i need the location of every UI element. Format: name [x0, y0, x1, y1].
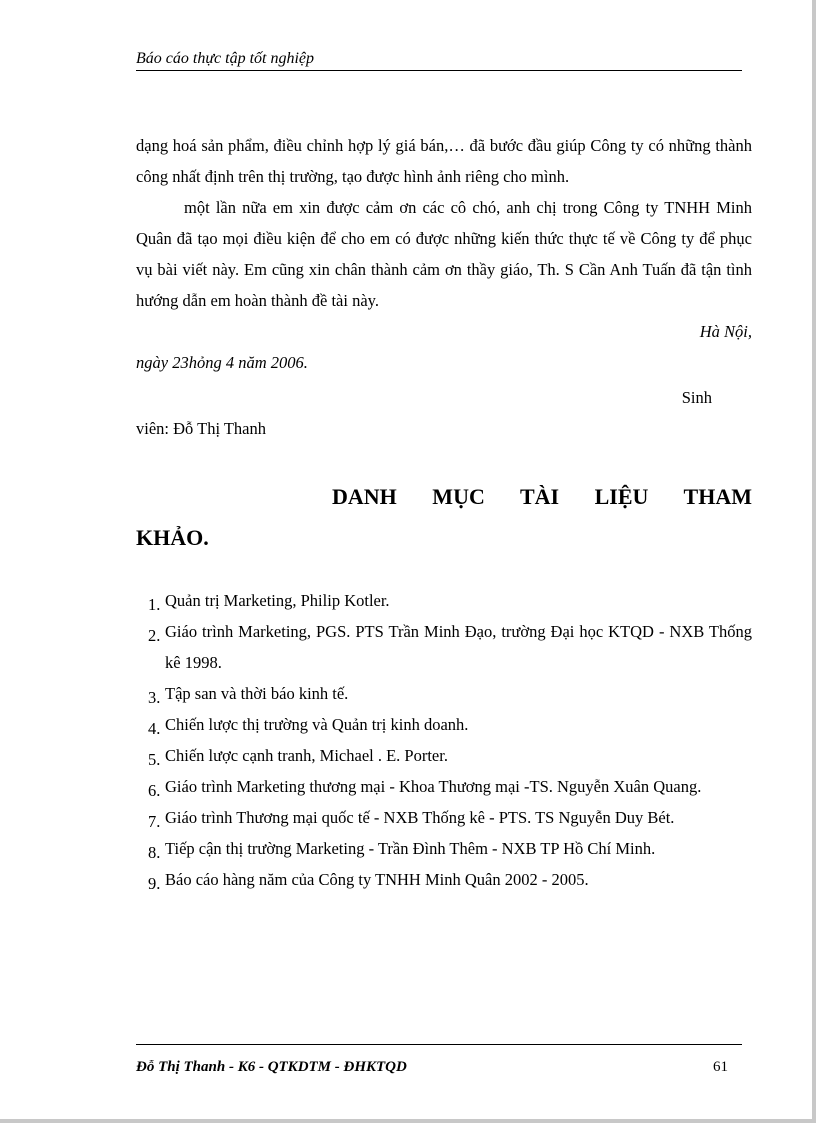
list-item-number: 5. [148, 750, 161, 769]
list-item-text: Chiến lược thị trường và Quản trị kinh doanh. [165, 715, 469, 734]
list-item-text: Chiến lược cạnh tranh, Michael . E. Porter. [165, 746, 448, 765]
signature-date: ngày 23hỏng 4 năm 2006. [136, 353, 308, 372]
list-item-number: 3. [148, 688, 161, 707]
list-item-text: Giáo trình Marketing, PGS. PTS Trần Minh Đạo, trường Đại học KTQD - NXB Thống kê 1998. [165, 622, 752, 672]
list-item [148, 678, 752, 709]
list-item-text: Tập san và thời báo kinh tế. [165, 684, 349, 703]
list-item [148, 802, 752, 833]
signature-name: viên: Đỗ Thị Thanh [136, 419, 267, 438]
page-number: 61 [713, 1059, 728, 1075]
signature-role: Sinh [681, 388, 712, 407]
list-item-text: Báo cáo hàng năm của Công ty TNHH Minh Quân 2002 - 2005. [165, 870, 589, 889]
list-item-text: Giáo trình Marketing thương mại - Khoa Thương mại -TS. Nguyễn Xuân Quang. [165, 777, 702, 796]
references-title [136, 476, 752, 558]
references-title-line1: DANH MỤC TÀI LIỆU THAM [332, 484, 752, 509]
body-text [136, 130, 752, 444]
page-footer [136, 1044, 742, 1076]
list-item-text: Giáo trình Thương mại quốc tế - NXB Thống kê - PTS. TS Nguyễn Duy Bét. [165, 808, 675, 827]
list-item-number: 6. [148, 781, 161, 800]
footer-author: Đỗ Thị Thanh - K6 - QTKDTM - ĐHKTQD [136, 1059, 407, 1075]
list-item-number: 1. [148, 595, 161, 614]
list-item [148, 771, 752, 802]
list-item-number: 8. [148, 843, 161, 862]
list-item [148, 585, 752, 616]
page-header [136, 50, 742, 71]
list-item-number: 9. [148, 874, 161, 893]
references-title-line2: KHẢO. [136, 525, 209, 550]
paragraph-2: một lần nữa em xin được cảm ơn các cô chó, anh chị trong Công ty TNHH Minh Quân đã tạo mọi điều kiện để cho em có được những kiến thức thực tế về Công ty để phục vụ bài viết này. Em cũng xin chân thành cảm ơn thầy giáo, Th. S Cần Anh Tuấn đã tận tình hướng dẫn em hoàn thành đề tài này. [136, 198, 752, 310]
list-item-number: 4. [148, 719, 161, 738]
header-title: Báo cáo thực tập tốt nghiệp [136, 50, 315, 67]
list-item-text: Tiếp cận thị trường Marketing - Trần Đình Thêm - NXB TP Hồ Chí Minh. [165, 839, 656, 858]
list-item [148, 616, 752, 678]
list-item [148, 740, 752, 771]
list-item [148, 709, 752, 740]
signature-place: Hà Nội, [699, 322, 752, 341]
list-item-number: 2. [148, 626, 161, 645]
list-item [148, 864, 752, 895]
references-list [148, 585, 752, 895]
paragraph-1: dạng hoá sản phẩm, điều chỉnh hợp lý giá bán,… đã bước đầu giúp Công ty có những thành công nhất định trên thị trường, tạo được hình ảnh riêng cho mình. [136, 136, 752, 186]
list-item-number: 7. [148, 812, 161, 831]
list-item-text: Quản trị Marketing, Philip Kotler. [165, 591, 390, 610]
list-item [148, 833, 752, 864]
